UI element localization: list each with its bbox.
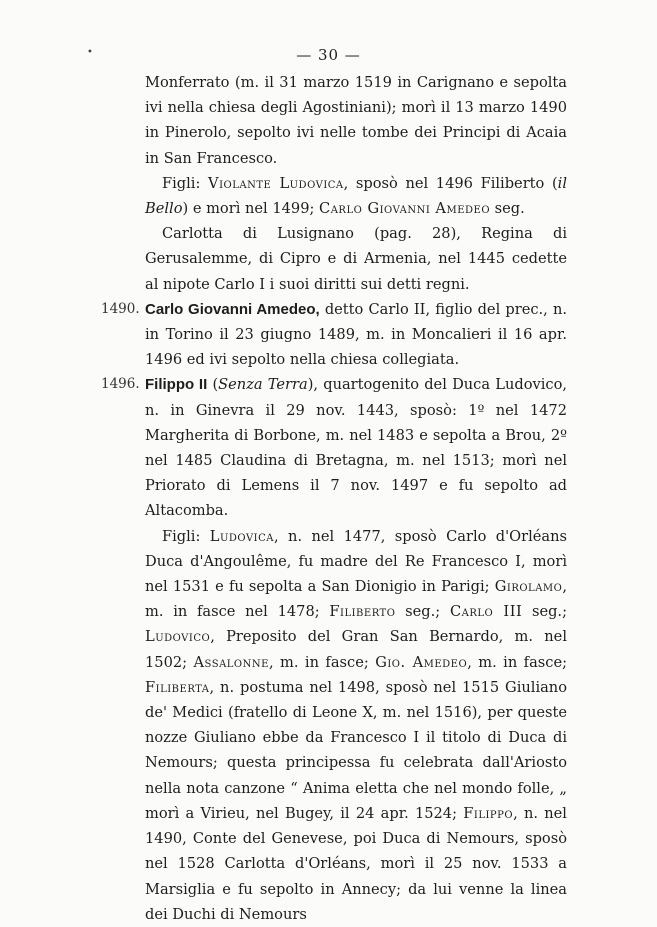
epithet-senza-terra: Senza Terra: [218, 376, 308, 394]
text-segment: , m. in fasce nel 1478;: [145, 578, 567, 621]
entry-year: 1496.: [101, 376, 140, 393]
entry-text: ), quartogenito del Duca Ludovico, n. in Ginevra il 29 nov. 1443, sposò: 1º nel 1472 Margherita di Borbone, m. nel 1483 e sepolta a Brou, 2º nel 1485 Claudina di Bretagna, m. nel 1513; morì nel Priorato di Lemens il 7 nov. 1497 e fu sepolto ad Altacomba.: [145, 376, 567, 520]
paragraph-figli-1: [145, 171, 567, 221]
name-gio-amedeo: Gio. Amedeo: [375, 653, 468, 671]
entry-name: Filippo II: [145, 376, 208, 394]
name-carlo-giovanni-amedeo: Carlo Giovanni Amedeo: [319, 200, 491, 218]
paragraph-figli-2: [145, 524, 567, 927]
text-segment: , m. in fasce;: [268, 653, 376, 671]
figli-label: Figli:: [162, 527, 210, 545]
text-segment: , Preposito del Gran San Bernardo, m. nel 1502;: [145, 628, 567, 671]
text-segment: , n. nel 1477, sposò Carlo d'Orléans Duca d'Angoulême, fu madre del Re Francesco I, morì nel 1531 e fu sepolta a San Dionigio in Parigi;: [145, 527, 567, 596]
name-ludovica: Ludovica: [209, 527, 275, 545]
entry-1490: [101, 297, 567, 373]
text-segment: , n. nel 1490, Conte del Genevese, poi Duca di Nemours, sposò nel 1528 Carlotta d'Orléans, morì il 25 nov. 1533 a Marsiglia e fu sepolto in Annecy; da lui venne la linea dei Duchi di Nemours: [145, 804, 567, 923]
text-segment: (: [207, 376, 219, 394]
text-segment: seg.: [490, 200, 525, 218]
name-violante: Violante Ludovica: [208, 174, 344, 192]
entry-name: Carlo Giovanni Amedeo,: [145, 300, 320, 318]
text-segment: seg.;: [395, 603, 450, 621]
text-segment: , sposò nel 1496 Filiberto (: [343, 174, 558, 192]
text-segment: , m. in fasce;: [467, 653, 568, 671]
entry-year: 1490.: [101, 300, 140, 317]
figli-label: Figli:: [162, 174, 209, 192]
text-segment: ) e morì nel 1499;: [182, 200, 320, 218]
margin-dot: •: [87, 47, 93, 58]
entry-text: detto Carlo II, figlio del prec., n. in Torino il 23 giugno 1489, m. in Moncalieri il 16 apr. 1496 ed ivi sepolto nella chiesa collegiata.: [145, 300, 567, 369]
epithet-il-bello: il Bello: [145, 174, 567, 218]
name-girolamo: Girolamo: [494, 578, 563, 596]
name-filiberto: Filiberto: [329, 603, 396, 621]
name-carlo-iii: Carlo III: [449, 603, 523, 621]
paragraph-carlotta: Carlotta di Lusignano (pag. 28), Regina di Gerusalemme, di Cipro e di Armenia, nel 1445 cedette al nipote Carlo I i suoi diritti sui detti regni.: [145, 225, 567, 293]
text-segment: , n. postuma nel 1498, sposò nel 1515 Giuliano de' Medici (fratello di Leone X, m. nel 1516), per queste nozze Giuliano ebbe da Francesco I il titolo di Duca di Nemours; questa principessa fu celebrata dall'Ariosto nella nota canzone “ Anima eletta che nel mondo folle, „ morì a Virieu, nel Bugey, il 24 apr. 1524;: [145, 678, 567, 822]
page-number: — 30 —: [296, 46, 361, 64]
entry-1496: [101, 372, 567, 523]
name-filiberta: Filiberta: [145, 678, 210, 696]
name-ludovico: Ludovico: [145, 628, 211, 646]
body-text: [101, 70, 568, 927]
name-assalonne: Assalonne: [193, 653, 269, 671]
paragraph-monferrato: Monferrato (m. il 31 marzo 1519 in Carignano e sepolta ivi nella chiesa degli Agostiniani); morì il 13 marzo 1490 in Pinerolo, sepolto ivi nelle tombe dei Principi di Acaia in San Francesco.: [145, 74, 567, 167]
text-segment: seg.;: [522, 603, 567, 621]
name-filippo: Filippo: [463, 804, 514, 822]
